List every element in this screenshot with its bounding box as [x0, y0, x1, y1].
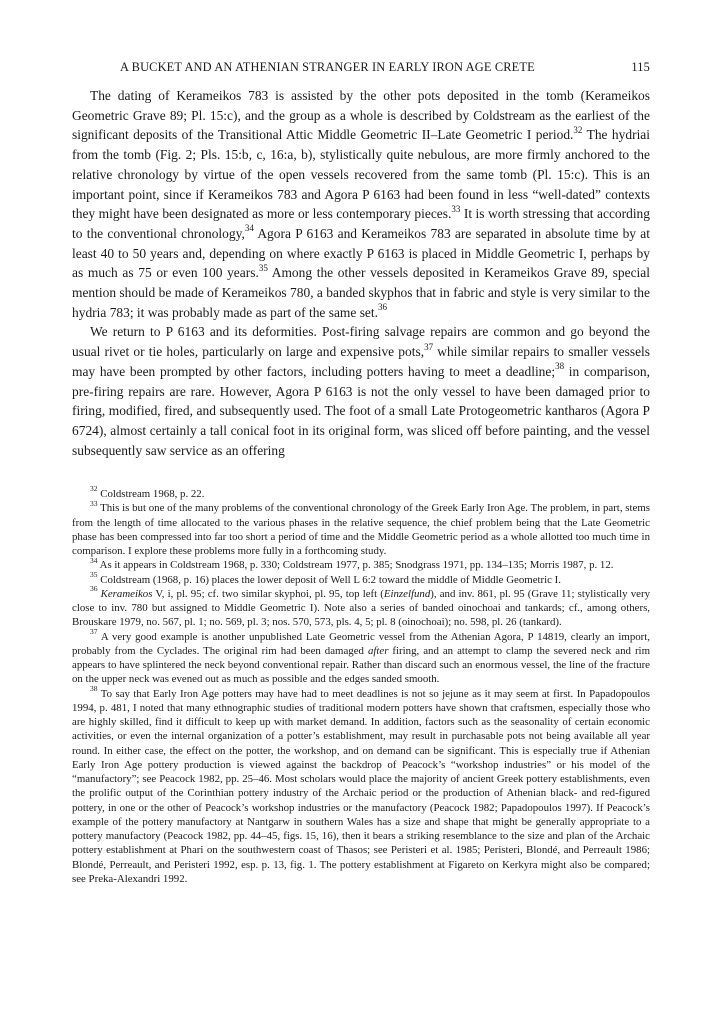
text-run: Coldstream 1968, p. 22.	[100, 488, 205, 500]
footnote	[72, 555, 650, 572]
footnote	[72, 683, 651, 887]
footnote	[72, 569, 650, 587]
text-run: A very good example is another unpublished Late Geometric vessel from the Athenian Agora, P 14819, clearly an import, probably from the Cyclades. The original rim had been damaged	[72, 630, 650, 657]
footnote-ref: 34	[244, 223, 254, 234]
footnote-number: 37	[90, 626, 98, 636]
text-run: To say that Early Iron Age potters may have had to meet deadlines is not so jejune as it may seem at first. In Papadopoulos 1994, p. 481, I noted that many ethnographic studies of traditional modern potters have shown that craftsmen, especially those who are highly skilled, find it difficult to keep up with market demand. In addition, factors such as the seasonality of certain economic activities, or even the internal organization of a potter’s establishment, may result in purchasable pots not being available all year round. In either case, the effect on the potter, the workshop, and on demand can be significant. This is especially true if Athenian Early Iron Age pottery production is viewed against the backdrop of Peacock’s “workshop industries” or his model of the “manufactory”; see Peacock 1982, pp. 25–46. Most scholars would place the majority of ancient Greek pottery establishments, even the prolific output of the Corinthian pottery industry of the Archaic period or the production of Athenian black- and red-figured pottery, in one or the other of Peacock’s workshop industries or the manufactory (Peacock 1982; Papadopoulos 1997). If Peacock’s example of the pottery manufactory at Nantgarw in southern Wales has a size and shape that might be generally appropriate to a pottery manufactory (Peacock 1982, pp. 44–45, figs. 15, 16), then it bears a striking resemblance to the size and plan of the Archaic pottery establishment at Phari on the southwestern coast of Thasos; see Peristeri et al. 1985; Peristeri, Blondé, and Perreault 1986; Blondé, Perreault, and Peristeri 1992, esp. p. 13, fig. 1. The pottery establishment at Figareto on Kerkyra might also be compared; see Preka-Alexandri 1992.	[72, 687, 651, 885]
footnote-number: 38	[90, 683, 98, 693]
footnote-ref: 33	[451, 203, 461, 214]
text-run: It is worth stressing that according to the conventional chronology,	[72, 206, 650, 241]
footnote	[72, 626, 651, 687]
footnote-ref: 36	[378, 302, 387, 313]
footnotes	[72, 484, 651, 886]
text-run: Coldstream (1968, p. 16) places the lower deposit of Well L 6:2 toward the middle of Middle Geometric I.	[100, 573, 561, 586]
italic-text: Kerameikos	[100, 587, 153, 600]
text-run: firing, and an attempt to clamp the severed neck and rim appears to have splintered the neck beyond conventional repair. Rather than discard such an enormous vessel, the line of the fracture on the upper neck was evened out as much as possible and the edges sanded smooth.	[72, 644, 651, 686]
text-run: This is but one of the many problems of the conventional chronology of the Greek Early Iron Age. The problem, in part, stems from the length of time allocated to the various phases in the relative sequence, the chief problem being that the Late Geometric phase has been compressed into far too short a period of time and the Middle Geometric period as a whole allotted too much time in comparison. I explore these problems more fully in a forthcoming study.	[72, 502, 650, 557]
text-run: Agora P 6163 and Kerameikos 783 are separated in absolute time by at least 40 to 50 years and, depending on where exactly P 6163 is placed in Middle Geometric I, perhaps by as much as 75 or even 100 years.	[72, 225, 650, 281]
page-number: 115	[631, 60, 650, 74]
text-run: ), and inv. 861, pl. 95 (Grave 11; stylistically very close to inv. 780 but assigned to Middle Geometric I). Note also a series of banded oinochoai and tankards; cf., among others, Brouskare 1979, no. 567, pl. 1; no. 569, pl. 3; nos. 570, 573, pls. 4, 5; pl. 8 (oinochoai); no. 598, pl. 26 (tankard).	[72, 587, 650, 629]
footnote-number: 34	[90, 555, 98, 565]
footnote	[72, 584, 650, 630]
footnote-number: 33	[90, 498, 98, 508]
italic-text: after	[367, 644, 389, 657]
italic-text: Einzelfund	[383, 587, 431, 600]
text-run: V, i, pl. 95; cf. two similar skyphoi, pl. 95, top left (	[152, 587, 384, 600]
footnote-ref: 32	[573, 124, 583, 135]
text-run: We return to P 6163 and its deformities. Post-firing salvage repairs are common and go beyond the usual rivet or tie holes, particularly on large and expensive pots,	[72, 324, 650, 360]
footnote	[72, 484, 650, 501]
footnote-ref: 35	[258, 262, 268, 273]
body-paragraph	[72, 322, 650, 460]
footnote-number: 35	[90, 569, 98, 579]
footnote-ref: 37	[424, 341, 434, 352]
text-run: The dating of Kerameikos 783 is assisted by the other pots deposited in the tomb (Kerameikos Geometric Grave 89; Pl. 15:c), and the group as a whole is described by Coldstream as the earliest of the significant deposits of the Transitional Attic Middle Geometric II–Late Geometric I period.	[72, 88, 650, 143]
footnote	[72, 498, 650, 558]
body-paragraph	[72, 86, 650, 322]
footnote-ref: 38	[555, 361, 565, 372]
text-run: As it appears in Coldstream 1968, p. 330; Coldstream 1977, p. 385; Snodgrass 1971, pp. 134–135; Morris 1987, p. 12.	[99, 559, 614, 572]
main-text	[72, 86, 650, 460]
running-title: A BUCKET AND AN ATHENIAN STRANGER IN EARLY IRON AGE CRETE	[120, 60, 535, 74]
text-run: The hydriai from the tomb (Fig. 2; Pls. 15:b, c, 16:a, b), stylistically quite nebulous, are more firmly anchored to the relative chronology by virtue of the open vessels recovered from the same tomb (Pl. 15:c). This is an important point, since if Kerameikos 783 and Agora P 6163 had been found in less “well-dated” contexts they might have been designated as more or less contemporary pieces.	[72, 127, 650, 222]
text-run: Among the other vessels deposited in Kerameikos Grave 89, special mention should be made of Kerameikos 780, a banded skyphos that in fabric and style is very similar to the hydria 783; it was probably made as part of the same set.	[72, 265, 650, 320]
text-run: in comparison, pre-firing repairs are rare. However, Agora P 6163 is not the only vessel to have been damaged prior to firing, modified, fired, and subsequently used. The foot of a small Late Protogeometric kantharos (Agora P 6724), almost certainly a tall conical foot in its original form, was sliced off before painting, and the vessel subsequently saw service as an offering	[72, 363, 650, 458]
text-run: while similar repairs to smaller vessels may have been prompted by other factors, including potters having to meet a deadline;	[72, 344, 650, 379]
footnote-number: 32	[90, 484, 98, 494]
footnote-number: 36	[90, 584, 98, 594]
